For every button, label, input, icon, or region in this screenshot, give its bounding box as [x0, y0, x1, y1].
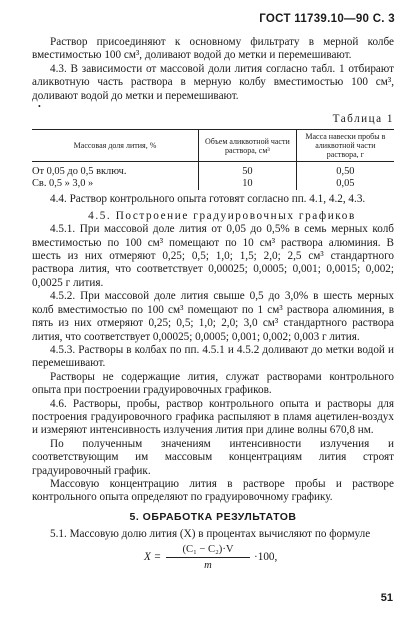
paragraph-4-5-1: 4.5.1. При массовой доле лития от 0,05 до 0,5% в семь мерных колб вместимостью по 100 см³ помещают по 10 см³ раствора алюминия. В шесть из них отмеряют 0,25; 0,5; 1,0; 1,5; 2,0; 2,5 см³ стандартного раствора лития, что соответствует 0,00025; 0,0005; 0,001; 0,0015; 0,002; 0,0025 г лития.: [32, 223, 394, 289]
formula-denominator: m: [204, 560, 212, 571]
formula: [32, 543, 394, 573]
table-header-mass-fraction: Массовая доля лития, %: [32, 130, 199, 162]
section-5-heading: 5. ОБРАБОТКА РЕЗУЛЬТАТОВ: [129, 510, 297, 523]
table-cell-volume: 10: [199, 178, 297, 190]
paragraph-4-3: 4.3. В зависимости от массовой доли лития согласно табл. 1 отбирают аликвотную часть раствора в мерную колбу вместимостью 100 см³, доливают водой до метки и перемешивают.: [32, 62, 394, 102]
table-cell-range: Св. 0,5 » 3,0 »: [32, 178, 94, 190]
table-cell-range: От 0,05 до 0,5 включ.: [32, 166, 127, 178]
section-4-5-title: 4.5. Построение градуировочных графиков: [88, 209, 356, 222]
paragraph-4-4: 4.4. Раствор контрольного опыта готовят согласно пп. 4.1, 4.2, 4.3.: [50, 193, 366, 206]
paragraph-5-1: 5.1. Массовую долю лития (X) в процентах вычисляют по формуле: [50, 528, 371, 541]
paragraph-zero-solution: Растворы не содержащие лития, служат растворами контрольного опыта при построении градуировочных графиков.: [32, 370, 394, 397]
stray-dot: •: [38, 102, 41, 112]
formula-rhs: ·100,: [254, 550, 278, 563]
table-cell-mass: 0,50: [336, 166, 355, 178]
page-header: ГОСТ 11739.10—90 С. 3: [259, 13, 395, 25]
table-cell-mass: 0,05: [336, 178, 355, 190]
table-header-sample-mass: Масса навески пробы в аликвотной части раствора, г: [296, 130, 394, 162]
page-number: 51: [380, 592, 393, 604]
formula-fraction: [166, 543, 250, 573]
paragraph-4-5-3: 4.5.3. Растворы в колбах по пп. 4.5.1 и 4.5.2 доливают до метки водой и перемешивают.: [32, 343, 394, 370]
formula-numerator: (C₁ − C₂)·V: [166, 543, 250, 558]
paragraph-graph: По полученным значениям интенсивности излучения и соответствующим им массовым концентрациям лития строят градуировочный график.: [32, 437, 394, 477]
table-row: [32, 178, 394, 190]
formula-lhs: X =: [144, 550, 162, 563]
table-caption: Таблица 1: [332, 113, 394, 126]
table-cell-volume: 50: [199, 162, 297, 179]
data-table: [32, 129, 394, 190]
paragraph-4-5-2: 4.5.2. При массовой доле лития свыше 0,5 до 3,0% в шесть мерных колб вместимостью по 100 см³ помещают по 1 см³ раствора алюминия, в пять из них отмеряют 0,25; 0,5; 1,0; 2,0; 3,0 см³ стандартного раствора лития, что соответствует 0,00025; 0,0005; 0,001; 0,002; 0,003 г лития.: [32, 290, 394, 343]
intro-paragraph: Раствор присоединяют к основному фильтрату в мерной колбе вместимостью 100 см³, доливают водой до метки и перемешивают.: [32, 36, 394, 62]
paragraph-4-6: 4.6. Растворы, пробы, раствор контрольного опыта и растворы для построения градуировочного графика распыляют в пламя ацетилен-воздух и измеряют интенсивность излучения лития при длине волны 670,8 нм.: [32, 397, 394, 437]
table-header-aliquot-volume: Объем аликвотной части раствора, см³: [199, 130, 297, 162]
table-row: [32, 162, 394, 179]
document-body: [32, 36, 394, 573]
paragraph-mass-concentration: Массовую концентрацию лития в растворе пробы и растворе контрольного опыта определяют по градуировочному графику.: [32, 477, 394, 504]
